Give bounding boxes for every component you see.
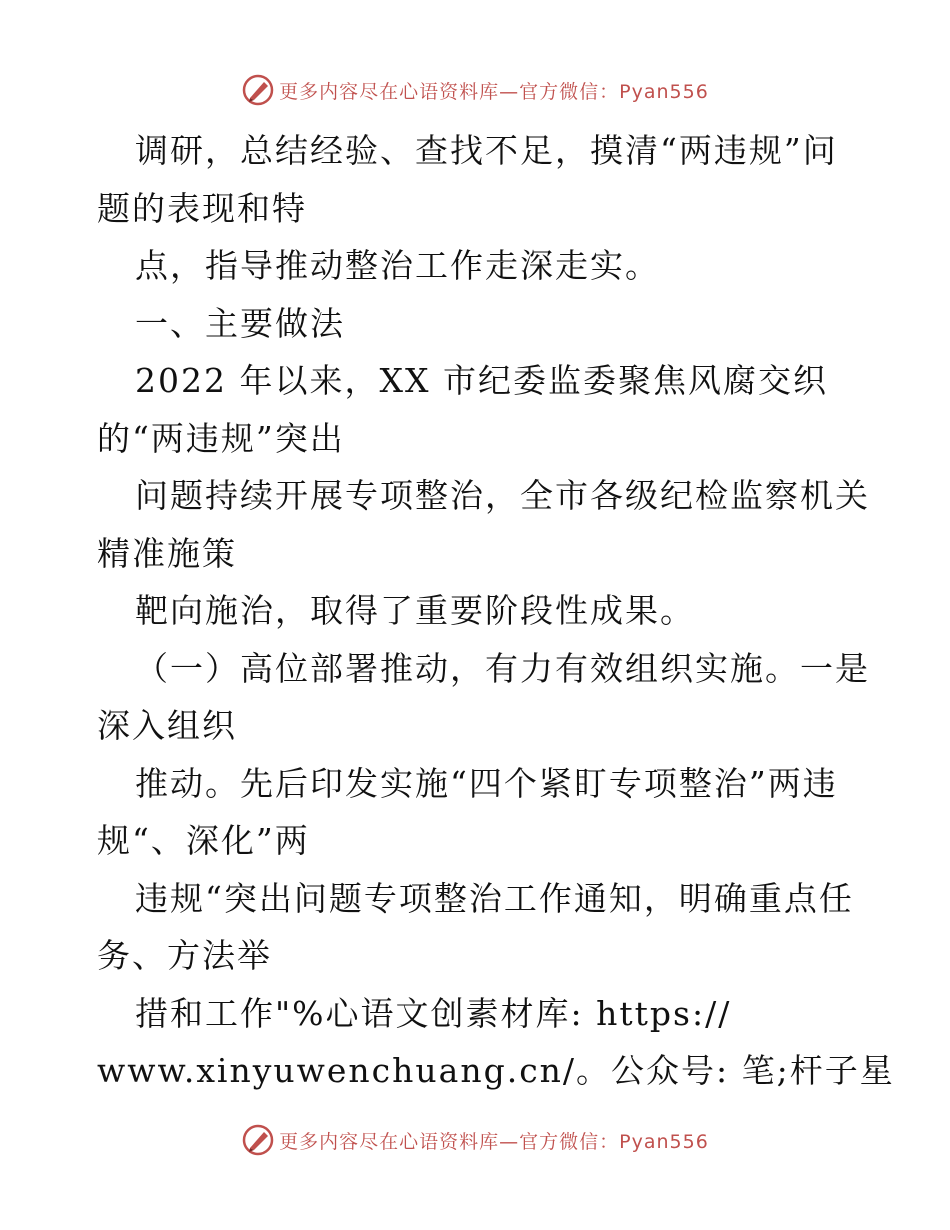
- red-pen-logo-icon: [241, 1123, 275, 1157]
- text-line: 2022 年以来，XX 市纪委监委聚焦风腐交织: [135, 361, 828, 400]
- text-line: 违规“突出问题专项整治工作通知，明确重点任: [135, 878, 854, 918]
- text-line: 点，指导推动整治工作走深走实。: [135, 246, 660, 285]
- footer-watermark-text: 更多内容尽在心语资料库—官方微信：Pyan556: [279, 1130, 709, 1153]
- text-line: 靶向施治，取得了重要阶段性成果。: [135, 591, 695, 630]
- header-watermark-banner: [0, 70, 950, 110]
- text-line: 务、方法举: [97, 936, 272, 975]
- text-line: 深入组织: [97, 706, 237, 745]
- header-watermark-text: 更多内容尽在心语资料库—官方微信：Pyan556: [279, 80, 709, 103]
- text-line: 题的表现和特: [97, 188, 307, 228]
- red-pen-logo-icon: [241, 73, 275, 107]
- text-line: 一、主要做法: [135, 303, 345, 343]
- text-line: 措和工作"%心语文创素材库: https://: [135, 993, 732, 1033]
- text-line: （一）高位部署推动，有力有效组织实施。一是: [135, 648, 870, 688]
- text-line: 问题持续开展专项整治，全市各级纪检监察机关: [135, 476, 870, 515]
- text-line: 的“两违规”突出: [97, 418, 345, 458]
- footer-watermark-banner: [0, 1120, 950, 1160]
- text-line: www.xinyuwenchuang.cn/。公众号: 笔;杆子星: [97, 1051, 895, 1090]
- text-line: 调研，总结经验、查找不足，摸清“两违规”问: [135, 131, 838, 170]
- document-body: [97, 122, 895, 1100]
- text-line: 精准施策: [97, 533, 237, 573]
- text-line: 规“、深化”两: [97, 821, 310, 860]
- text-line: 推动。先后印发实施“四个紧盯专项整治”两违: [135, 763, 838, 803]
